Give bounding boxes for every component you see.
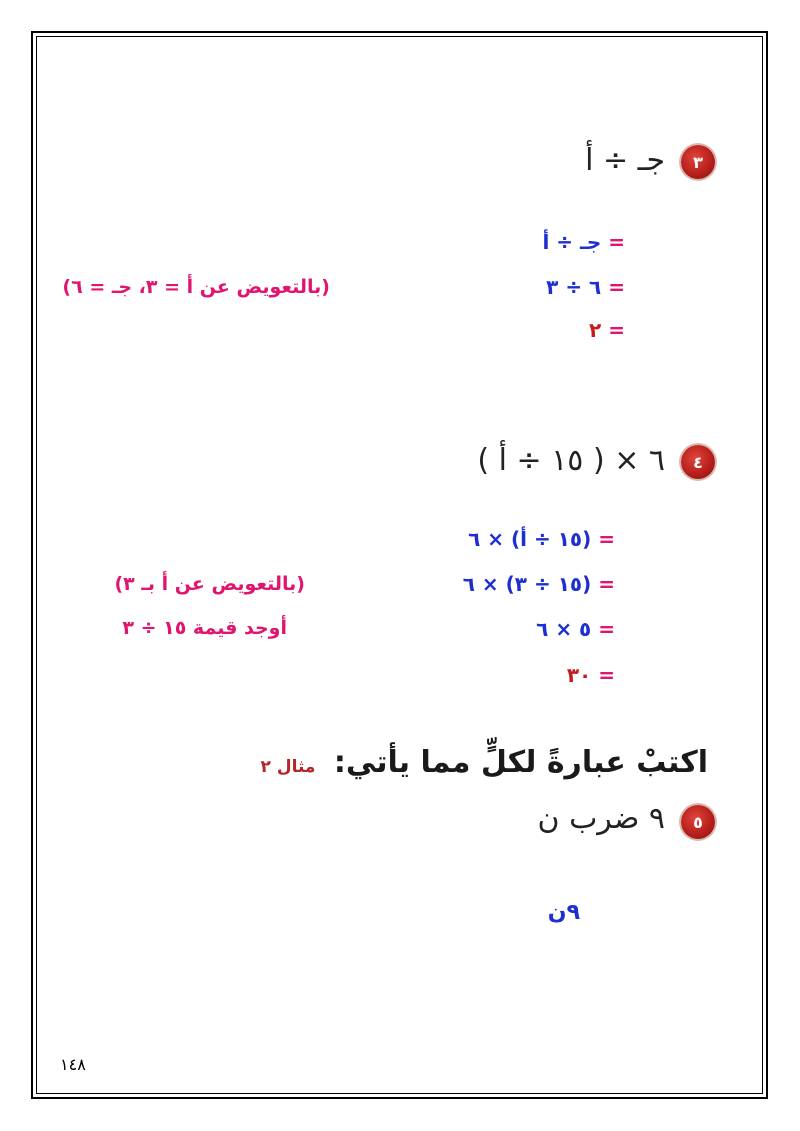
problem-4-step-1 [468, 527, 615, 551]
step-expression: ٦ ÷ ٣ [546, 275, 602, 299]
problem-5-answer: ٩ن [547, 900, 580, 925]
step-result: ٣٠ [566, 663, 592, 687]
step-expression: (١٥ ÷ أ) × ٦ [468, 527, 592, 551]
equals-sign: = [598, 663, 615, 687]
equals-sign: = [598, 617, 615, 641]
problem-5-number-badge: ٥ [681, 805, 715, 839]
step-expression: جـ ÷ أ [542, 230, 602, 254]
problem-4-substitution-note: (بالتعويض عن أ بـ ٣) [114, 573, 305, 595]
problem-4-number-badge: ٤ [681, 445, 715, 479]
problem-3-step-1 [542, 230, 625, 254]
step-expression: ٥ × ٦ [536, 617, 592, 641]
problem-4-step-4 [567, 663, 615, 687]
problem-4-expression: ( ١٥ ÷ أ ) × ٦ [477, 443, 665, 478]
problem-3-step-2 [546, 275, 625, 299]
step-result: ٢ [589, 318, 602, 342]
problem-4-hint-note: أوجد قيمة ١٥ ÷ ٣ [122, 617, 287, 639]
problem-3-step-3 [589, 318, 625, 342]
page-border-inner [36, 36, 763, 1094]
problem-3-number-badge: ٣ [681, 145, 715, 179]
section-heading [261, 745, 708, 780]
equals-sign: = [598, 527, 615, 551]
problem-3-expression: جـ ÷ أ [585, 143, 665, 178]
page-number: ١٤٨ [60, 1055, 86, 1074]
equals-sign: = [608, 230, 625, 254]
problem-5-expression: ٩ ضرب ن [537, 801, 665, 836]
problem-4-step-3 [536, 617, 615, 641]
problem-4-step-2 [463, 572, 615, 596]
step-expression: (١٥ ÷ ٣) × ٦ [462, 572, 592, 596]
equals-sign: = [608, 318, 625, 342]
equals-sign: = [608, 275, 625, 299]
equals-sign: = [598, 572, 615, 596]
problem-3-substitution-note: (بالتعويض عن أ = ٣، جـ = ٦) [62, 276, 330, 298]
section-heading-text: اكتبْ عبارةً لكلٍّ مما يأتي: [333, 745, 708, 780]
example-reference: مثال ٢ [260, 757, 316, 777]
